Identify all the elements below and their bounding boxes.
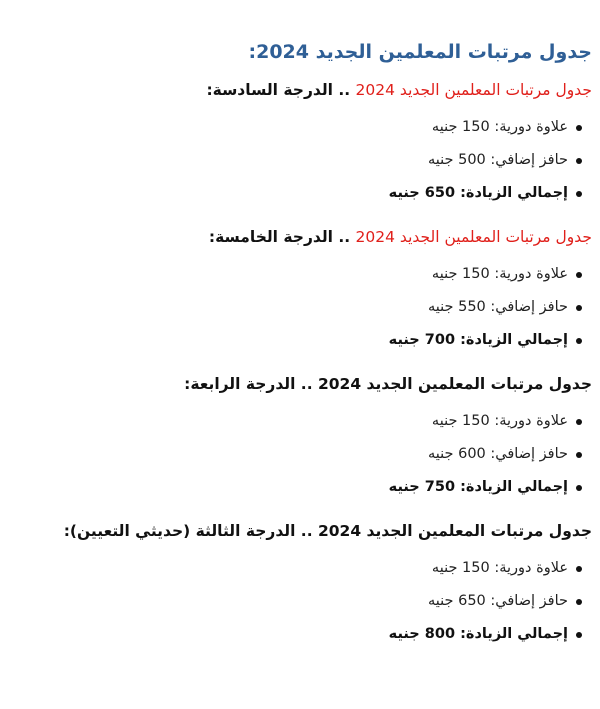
section-heading	[18, 226, 592, 248]
list-item-extra-incentive: حافز إضافي: 550 جنيه	[18, 291, 568, 324]
salary-items-list	[18, 111, 592, 210]
section-heading-grade: .. الدرجة السادسة:	[206, 81, 356, 99]
list-item-extra-incentive: حافز إضافي: 650 جنيه	[18, 585, 568, 618]
list-item-periodic-bonus: علاوة دورية: 150 جنيه	[18, 111, 568, 144]
section-heading-highlight: جدول مرتبات المعلمين الجديد 2024	[355, 228, 592, 246]
section-heading-grade: .. الدرجة الخامسة:	[208, 228, 356, 246]
section-heading-grade: جدول مرتبات المعلمين الجديد 2024 .. الدرجة الثالثة (حديثي التعيين):	[63, 522, 592, 540]
section-grade-6	[18, 79, 592, 210]
section-heading	[18, 79, 592, 101]
section-grade-3	[18, 520, 592, 651]
list-item-periodic-bonus: علاوة دورية: 150 جنيه	[18, 552, 568, 585]
section-heading	[18, 520, 592, 542]
list-item-periodic-bonus: علاوة دورية: 150 جنيه	[18, 258, 568, 291]
list-item-total-increase: إجمالي الزيادة: 750 جنيه	[18, 471, 568, 504]
list-item-extra-incentive: حافز إضافي: 500 جنيه	[18, 144, 568, 177]
list-item-total-increase: إجمالي الزيادة: 700 جنيه	[18, 324, 568, 357]
salary-items-list	[18, 258, 592, 357]
list-item-total-increase: إجمالي الزيادة: 650 جنيه	[18, 177, 568, 210]
list-item-total-increase: إجمالي الزيادة: 800 جنيه	[18, 618, 568, 651]
list-item-periodic-bonus: علاوة دورية: 150 جنيه	[18, 405, 568, 438]
salary-items-list	[18, 552, 592, 651]
main-title: جدول مرتبات المعلمين الجديد 2024:	[248, 41, 592, 63]
salary-items-list	[18, 405, 592, 504]
list-item-extra-incentive: حافز إضافي: 600 جنيه	[18, 438, 568, 471]
section-heading-grade: جدول مرتبات المعلمين الجديد 2024 .. الدرجة الرابعة:	[184, 375, 592, 393]
section-grade-4	[18, 373, 592, 504]
section-heading-highlight: جدول مرتبات المعلمين الجديد 2024	[355, 81, 592, 99]
section-grade-5	[18, 226, 592, 357]
section-heading	[18, 373, 592, 395]
